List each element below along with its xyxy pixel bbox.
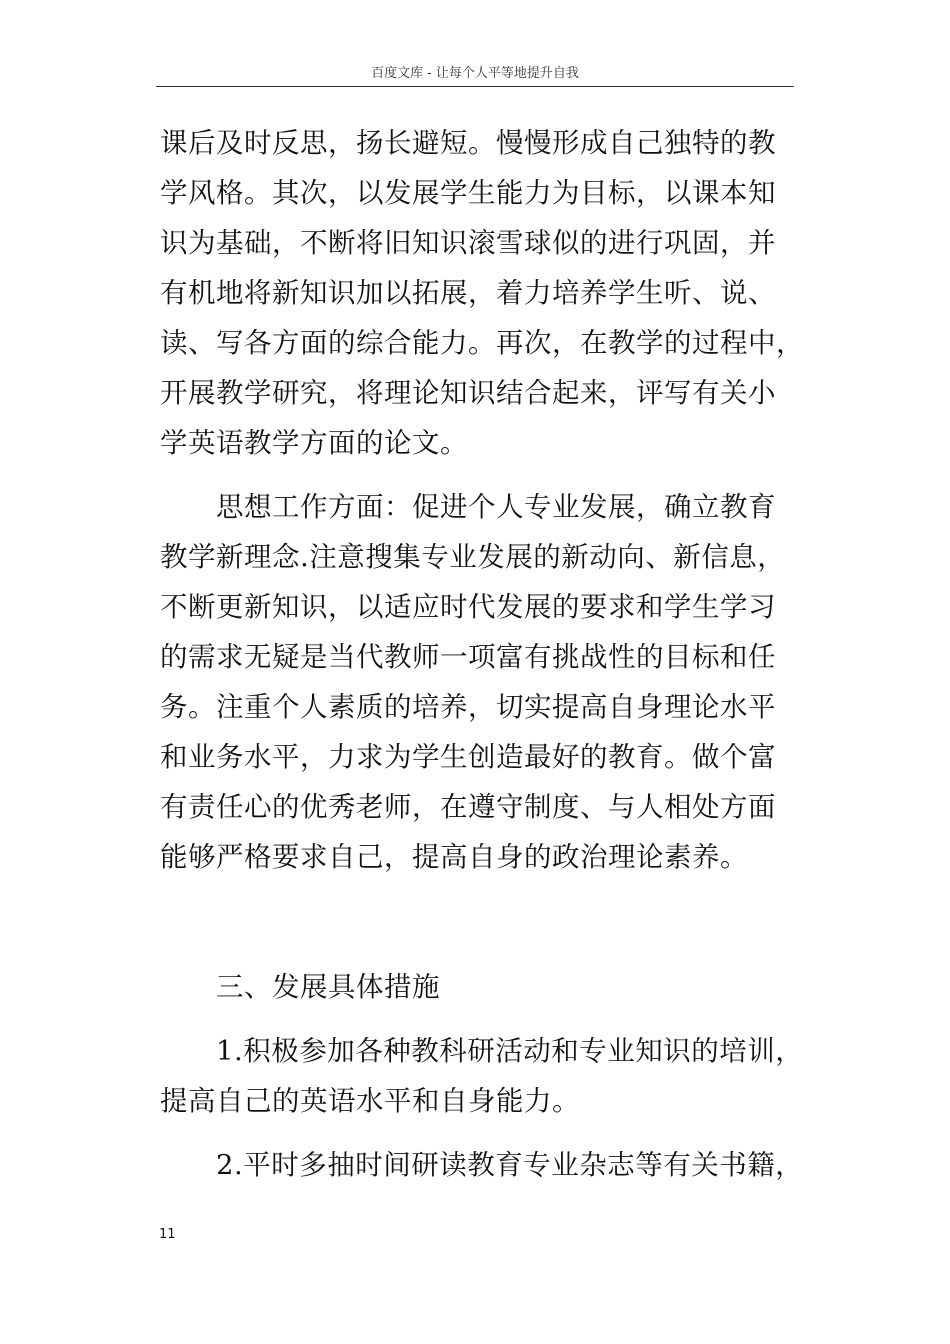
paragraph-line: 不断更新知识，以适应时代发展的要求和学生学习 [160, 591, 776, 623]
paragraph-line: 思想工作方面：促进个人专业发展，确立教育 [216, 491, 776, 523]
page-header [156, 64, 794, 87]
paragraph-line: 读、写各方面的综合能力。再次，在教学的过程中， [160, 327, 804, 359]
paragraph-line: 和业务水平，力求为学生创造最好的教育。做个富 [160, 741, 776, 773]
paragraph-line: 有机地将新知识加以拓展，着力培养学生听、说、 [160, 277, 776, 309]
paragraph-line: 务。注重个人素质的培养，切实提高自身理论水平 [160, 691, 776, 723]
page-number: 11 [159, 1227, 176, 1242]
paragraph-line: 有责任心的优秀老师，在遵守制度、与人相处方面 [160, 791, 776, 823]
body-text [160, 118, 804, 1190]
section-title-text: 三、发展具体措施 [216, 971, 440, 1003]
paragraph-line: 学风格。其次，以发展学生能力为目标，以课本知 [160, 177, 776, 209]
paragraph-line: 学英语教学方面的论文。 [160, 427, 468, 459]
list-item-line: 1.积极参加各种教科研活动和专业知识的培训， [216, 1035, 804, 1067]
list-item-1 [160, 1026, 804, 1126]
paragraph-line: 教学新理念.注意搜集专业发展的新动向、新信息， [160, 541, 786, 573]
paragraph-line: 能够严格要求自己，提高自身的政治理论素养。 [160, 841, 748, 873]
paragraph-2 [160, 482, 800, 882]
paragraph-line: 开展教学研究，将理论知识结合起来，评写有关小 [160, 377, 776, 409]
list-item-line: 提高自己的英语水平和自身能力。 [160, 1085, 580, 1117]
paragraph-line: 识为基础，不断将旧知识滚雪球似的进行巩固，并 [160, 227, 776, 259]
list-item-line: 2.平时多抽时间研读教育专业杂志等有关书籍， [216, 1149, 804, 1181]
header-text: 百度文库 - 让每个人平等地提升自我 [371, 66, 579, 81]
paragraph-1 [160, 118, 804, 468]
paragraph-line: 课后及时反思，扬长避短。慢慢形成自己独特的教 [160, 127, 776, 159]
section-title [160, 962, 800, 1012]
paragraph-line: 的需求无疑是当代教师一项富有挑战性的目标和任 [160, 641, 776, 673]
list-item-2 [160, 1140, 804, 1190]
